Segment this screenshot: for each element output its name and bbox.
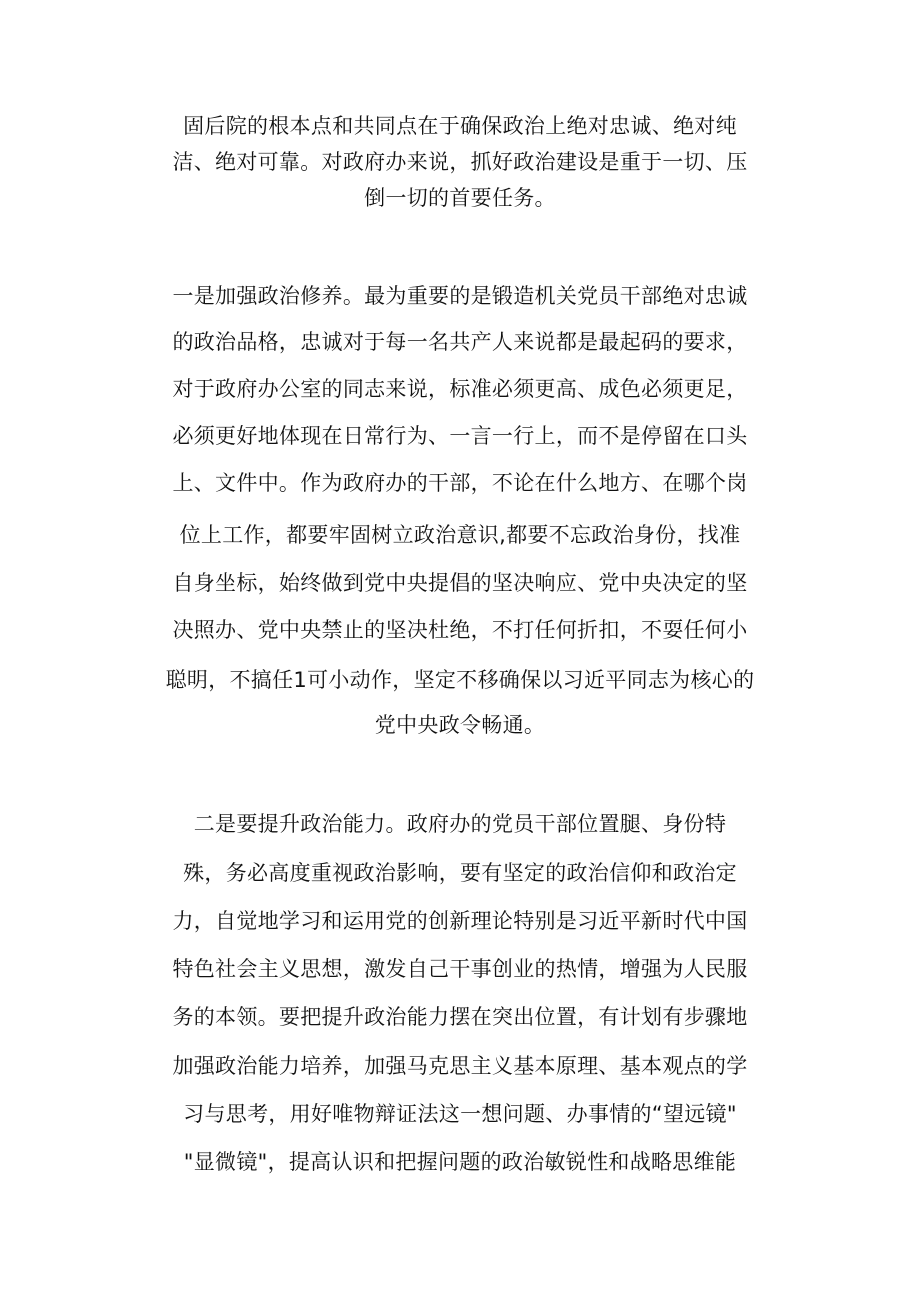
paragraph-3-line-7: 习与思考，用好唯物辩证法这一想问题、办事情的“望远镜" [183, 1102, 737, 1126]
paragraph-2-line-8: 决照办、党中央禁止的坚决杜绝，不打任何折扣，不耍任何小 [172, 618, 748, 642]
paragraph-3-line-8: "显微镜"，提高认识和把握问题的政治敏锐性和战略思维能 [183, 1150, 737, 1174]
paragraph-2-line-6: 位上工作，都要牢固树立政治意识,都要不忘政治身份，找准 [179, 523, 741, 547]
paragraph-2-line-1: 一是加强政治修养。最为重要的是锻造机关党员干部绝对忠诚 [172, 284, 748, 308]
paragraph-3-line-6: 加强政治能力培养，加强马克思主义基本原理、基本观点的学 [172, 1054, 748, 1078]
paragraph-1-line-2: 洁、绝对可靠。对政府办来说，抓好政治建设是重于一切、压 [172, 150, 748, 174]
paragraph-2-line-5: 上、文件中。作为政府办的干部，不论在什么地方、在哪个岗 [172, 471, 748, 495]
paragraph-2-line-3: 对于政府办公室的同志来说，标准必须更高、成色必须更足， [172, 377, 748, 401]
paragraph-3-line-4: 特色社会主义思想，激发自己干事创业的热情，增强为人民服 [172, 957, 748, 981]
paragraph-2-line-4: 必须更好地体现在日常行为、一言一行上，而不是停留在口头 [172, 424, 748, 448]
paragraph-3-line-5: 务的本领。要把提升政治能力摆在突出位置，有计划有步骤地 [172, 1005, 748, 1029]
paragraph-1-line-1: 固后院的根本点和共同点在于确保政治上绝对忠诚、绝对纯 [183, 114, 737, 138]
paragraph-3-line-3: 力，自觉地学习和运用党的创新理论特别是习近平新时代中国 [172, 909, 748, 933]
paragraph-2-line-7: 自身坐标，始终做到党中央提倡的坚决响应、党中央决定的坚 [172, 571, 748, 595]
paragraph-3-line-2: 殊，务必高度重视政治影响，要有坚定的政治信仰和政治定 [183, 861, 737, 885]
paragraph-2-line-2: 的政治品格，忠诚对于每一名共产人来说都是最起码的要求， [172, 330, 748, 354]
paragraph-2-line-9: 聪明，不搞任1可小动作，坚定不移确保以习近平同志为核心的 [165, 668, 755, 692]
paragraph-2-line-10: 党中央政令畅通。 [374, 713, 546, 737]
paragraph-1-line-3: 倒一切的首要任务。 [364, 186, 556, 210]
paragraph-3-line-1: 二是要提升政治能力。政府办的党员干部位置腿、身份特 [193, 812, 727, 836]
